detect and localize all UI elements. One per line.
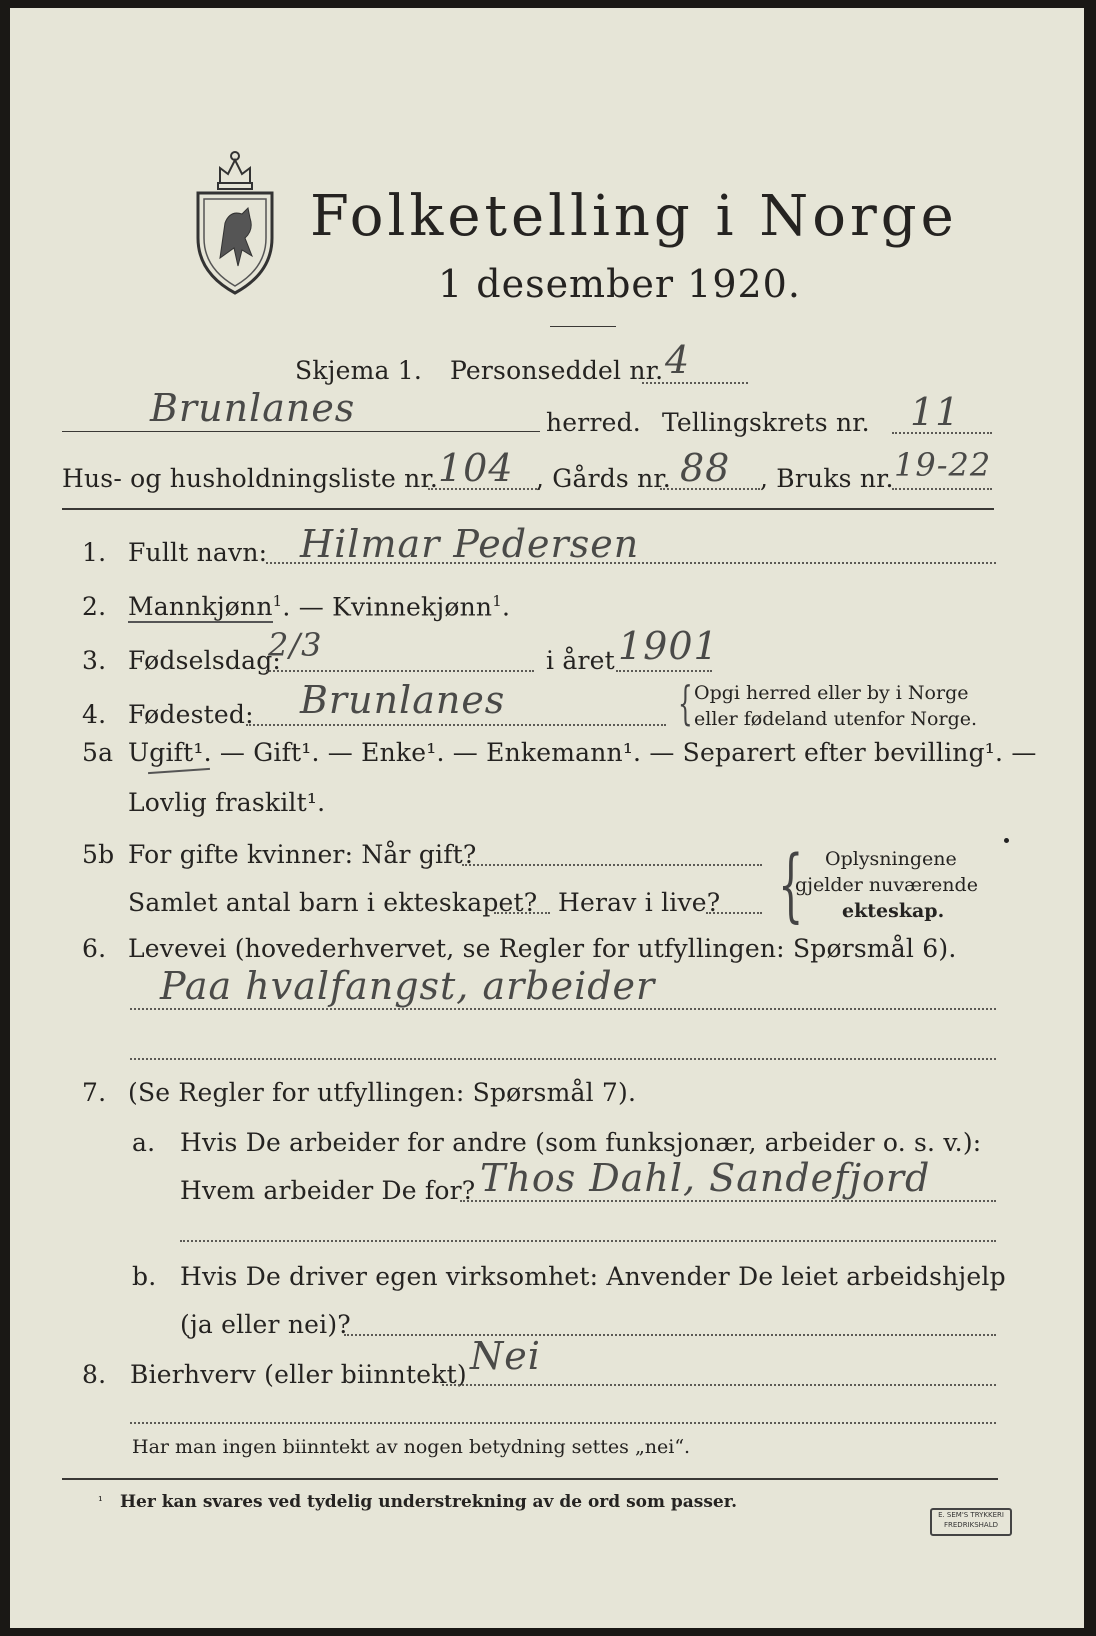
full-name-value[interactable]: Hilmar Pedersen [300, 522, 640, 566]
bruks-label: , Bruks nr. [760, 464, 894, 493]
q7-number: 7. [82, 1078, 107, 1107]
gards-value[interactable]: 88 [680, 446, 731, 490]
form-title: Folketelling i Norge [310, 184, 958, 249]
marital-options[interactable]: Ugift¹. — Gift¹. — Enke¹. — Enkemann¹. — Separert efter bevilling¹. — [128, 738, 1037, 767]
q5b-number: 5b [82, 840, 115, 869]
ugift-underline [148, 768, 210, 774]
printer-stamp: E. SEM'S TRYKKERI FREDRIKSHALD [930, 1508, 1012, 1536]
tellingskrets-value[interactable]: 11 [910, 390, 961, 434]
marital-options-line2[interactable]: Lovlig fraskilt¹. [128, 788, 326, 817]
q2-end: . [501, 592, 511, 622]
q4-note-brace: { [678, 676, 693, 730]
q6-field-line2 [130, 1058, 996, 1060]
q8-field-line [442, 1384, 996, 1386]
herred-field-line [62, 431, 540, 432]
q6-number: 6. [82, 934, 107, 963]
q5b-line2b: Herav i live? [558, 888, 721, 917]
q4-field-line [246, 724, 666, 726]
birth-day-value[interactable]: 2/3 [268, 626, 323, 664]
q3-year-field-line [616, 670, 712, 672]
husliste-value[interactable]: 104 [438, 446, 514, 490]
q2-separator: . — [282, 592, 333, 622]
q5b-note-line1: Oplysningene [825, 848, 957, 870]
header-divider [62, 508, 994, 510]
q4-label: Fødested: [128, 700, 254, 729]
q5b-alive-field-line [706, 912, 762, 914]
gards-label: , Gårds nr. [536, 464, 671, 493]
q7-label: (Se Regler for utfyllingen: Spørsmål 7). [128, 1078, 637, 1107]
census-form [10, 8, 1084, 1628]
q4-note-line1: Opgi herred eller by i Norge [694, 682, 969, 704]
herred-value[interactable]: Brunlanes [150, 386, 356, 430]
q8-label: Bierhverv (eller biinntekt) [130, 1360, 467, 1389]
personseddel-field-line [642, 382, 748, 384]
bruks-value[interactable]: 19-22 [894, 446, 992, 484]
employer-value[interactable]: Thos Dahl, Sandefjord [480, 1156, 931, 1200]
bruks-field-line [892, 488, 992, 490]
footnote-text: Her kan svares ved tydelig understrekning av de ord som passer. [120, 1492, 738, 1512]
q1-label: Fullt navn: [128, 538, 268, 567]
q7b-line1: Hvis De driver egen virksomhet: Anvender De leiet arbeidshjelp [180, 1262, 1006, 1291]
form-date: 1 desember 1920. [438, 262, 801, 306]
q5b-note-line2: gjelder nuværende [795, 874, 978, 896]
q5b-married-field-line [462, 864, 762, 866]
q7a-field-line2 [180, 1240, 996, 1242]
male-option[interactable]: Mannkjønn [128, 592, 273, 622]
q8-field-line2 [130, 1422, 996, 1424]
q7a-line2: Hvem arbeider De for? [180, 1176, 476, 1205]
q2-options: Mannkjønn$^1$. — Kvinnekjønn$^1$. [128, 592, 511, 622]
q7b-letter: b. [132, 1262, 157, 1291]
q5b-line2a: Samlet antal barn i ekteskapet? [128, 888, 538, 917]
title-divider [550, 326, 616, 327]
q5b-children-field-line [494, 912, 550, 914]
q5a-number: 5a [82, 738, 114, 767]
q3-year-label: i året [546, 646, 615, 675]
birthplace-value[interactable]: Brunlanes [300, 678, 506, 722]
q6-label: Levevei (hovederhvervet, se Regler for utfyllingen: Spørsmål 6). [128, 934, 957, 963]
q4-number: 4. [82, 700, 107, 729]
q3-number: 3. [82, 646, 107, 675]
q5b-line1: For gifte kvinner: Når gift? [128, 840, 477, 869]
ink-dot [1004, 838, 1009, 843]
q7a-letter: a. [132, 1128, 156, 1157]
q3-day-field-line [266, 670, 534, 672]
female-option[interactable]: Kvinnekjønn [332, 592, 493, 622]
birth-year-value[interactable]: 1901 [618, 624, 719, 668]
footnote-mark: ¹ [98, 1494, 103, 1508]
norway-coat-of-arms-icon [190, 138, 280, 298]
herred-label: herred. [546, 408, 641, 437]
footer-note: Har man ingen biinntekt av nogen betydning settes „nei“. [132, 1436, 691, 1458]
q7a-field-line1 [460, 1200, 996, 1202]
q4-note-line2: eller fødeland utenfor Norge. [694, 708, 978, 730]
tellingskrets-label: Tellingskrets nr. [662, 408, 870, 437]
q8-number: 8. [82, 1360, 107, 1389]
side-income-value[interactable]: Nei [470, 1334, 541, 1378]
occupation-value[interactable]: Paa hvalfangst, arbeider [160, 964, 656, 1008]
q5b-note-line3: ekteskap. [842, 900, 945, 922]
schema-label: Skjema 1. [295, 356, 423, 385]
personseddel-value[interactable]: 4 [665, 338, 691, 382]
q7a-line1: Hvis De arbeider for andre (som funksjonær, arbeider o. s. v.): [180, 1128, 982, 1157]
q1-number: 1. [82, 538, 107, 567]
footer-divider [62, 1478, 998, 1480]
husliste-label: Hus- og husholdningsliste nr. [62, 464, 439, 493]
q5b-note-brace: { [778, 838, 804, 931]
q7b-line2: (ja eller nei)? [180, 1310, 351, 1339]
q6-field-line1 [130, 1008, 996, 1010]
q3-label: Fødselsdag: [128, 646, 282, 675]
personseddel-label: Personseddel nr. [450, 356, 664, 385]
q2-number: 2. [82, 592, 107, 621]
q7b-field-line [344, 1334, 996, 1336]
